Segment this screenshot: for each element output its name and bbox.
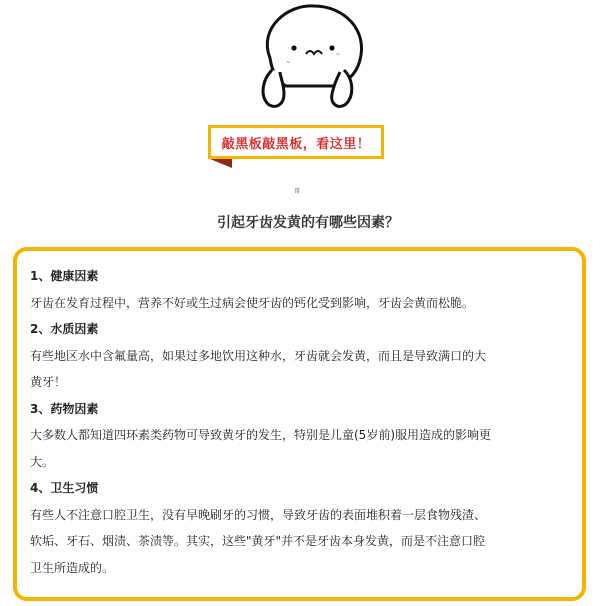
factor-text: 卫生所造成的。	[30, 560, 115, 575]
factors-card	[13, 247, 586, 601]
svg-text:~: ~	[336, 52, 341, 58]
factor-heading: 3、药物因素	[30, 401, 99, 416]
tiny-mark: 哥	[294, 188, 301, 195]
factor-heading: 2、水质因素	[30, 322, 99, 336]
factor-text: 大多数人都知道四环素类药物可导致黄牙的发生，特别是儿童(5岁前)服用造成的影响更	[30, 428, 492, 442]
section-question: 引起牙齿发黄的有哪些因素？	[217, 215, 399, 231]
factor-text: 有些人不注意口腔卫生，没有早晚刷牙的习惯，导致牙齿的表面堆积着一层食物残渣、	[30, 507, 487, 522]
factor-heading: 1、健康因素	[30, 269, 99, 283]
banner-ribbon-fold	[210, 159, 232, 168]
factor-text: 牙齿在发育过程中，营养不好或生过病会使牙齿的钙化受到影响，牙齿会黄而松脆。	[30, 295, 475, 310]
banner-label: 敲黑板敲黑板，看这里！	[221, 136, 371, 152]
factor-text: 有些地区水中含氟量高，如果过多地饮用这种水，牙齿就会发黄，而且是导致满口的大	[30, 348, 487, 363]
factor-text: 黄牙！	[30, 375, 67, 389]
highlight-banner	[208, 125, 384, 159]
factor-heading: 4、卫生习惯	[30, 481, 99, 495]
svg-text:~: ~	[286, 60, 291, 66]
factor-text: 大。	[30, 454, 55, 469]
mascot-illustration	[240, 0, 380, 112]
factor-text: 软垢、牙石、烟渍、茶渍等。其实，这些"黄牙"并不是牙齿本身发黄，而是不注意口腔	[30, 534, 486, 548]
